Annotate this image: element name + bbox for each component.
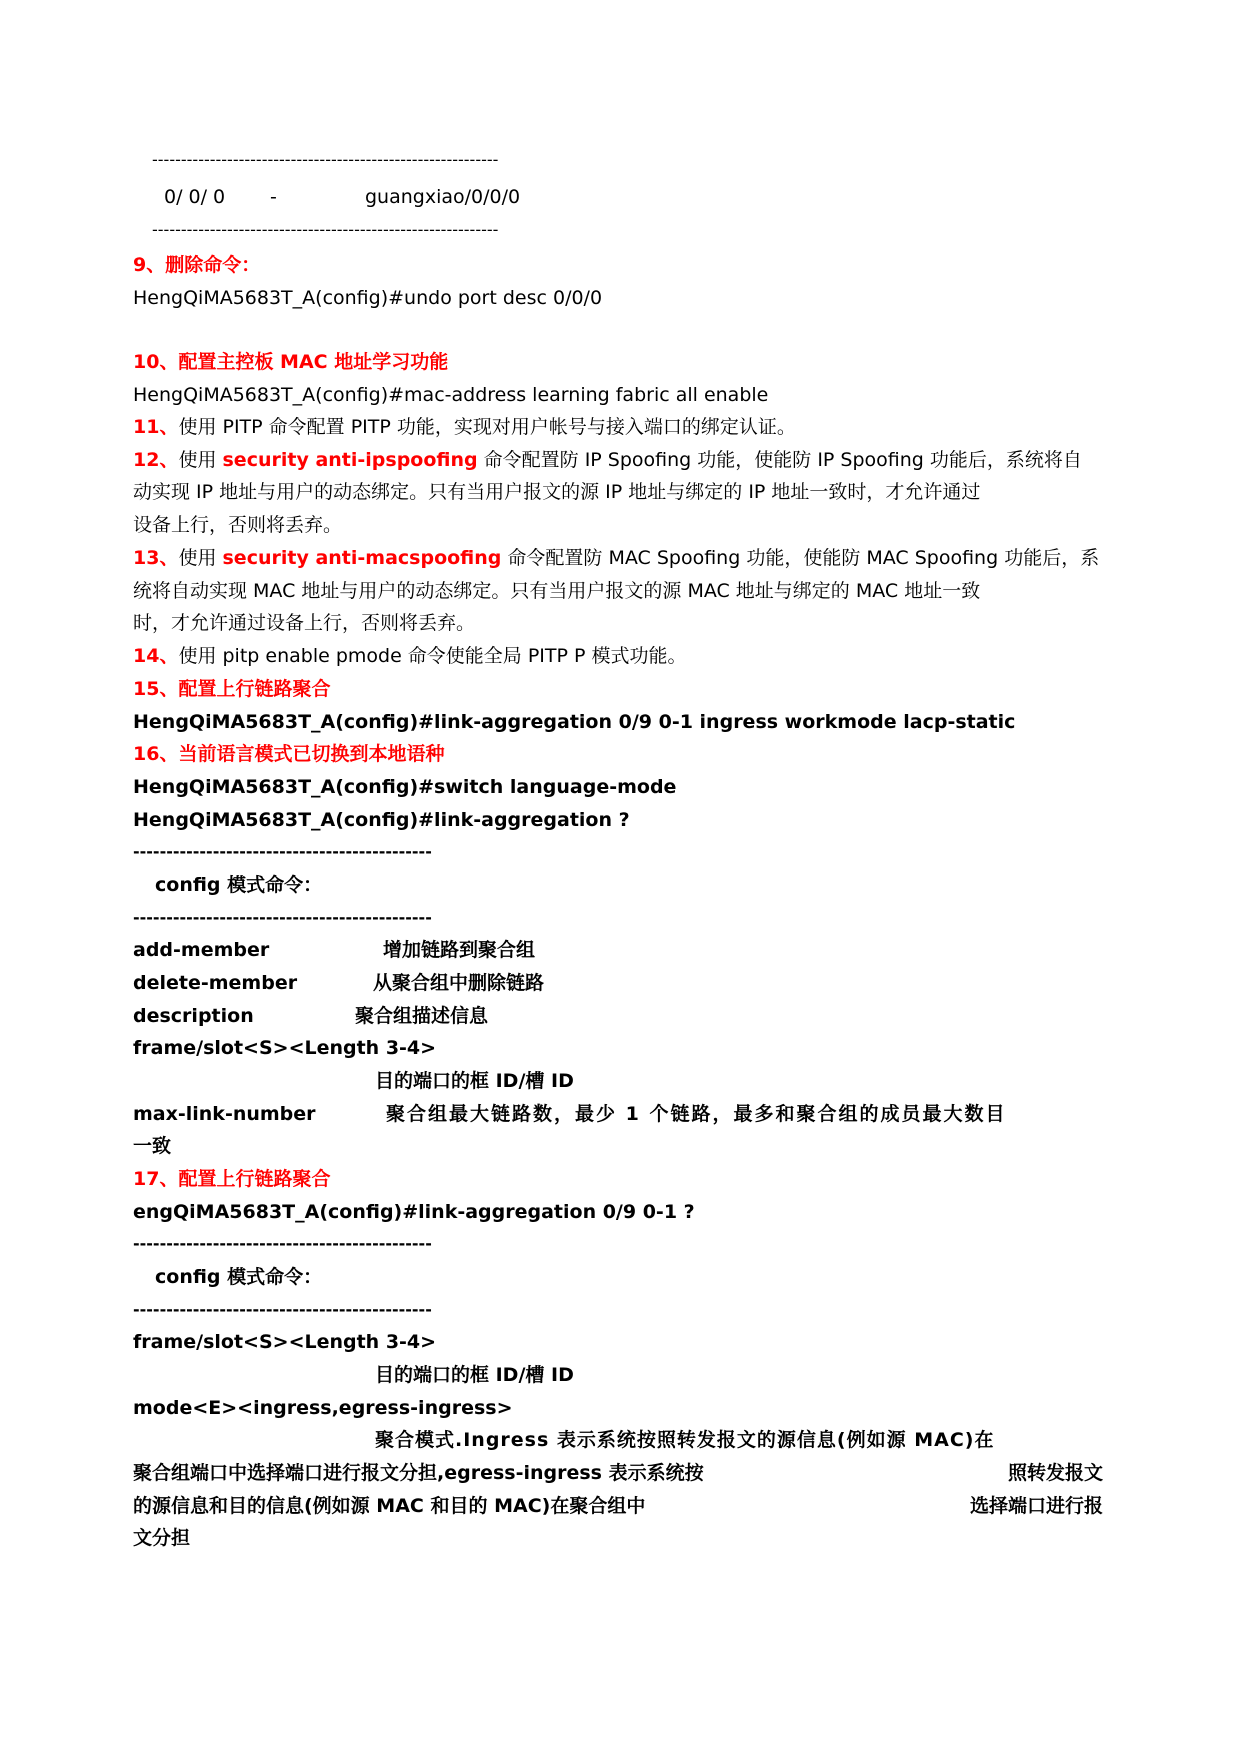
table-cell-dash: -	[270, 186, 277, 208]
section-13-post: 命令配置防 MAC Spoofing 功能，使能防 MAC Spoofing 功能后，系	[501, 547, 1100, 569]
section-17-frame-desc: 目的端口的框 ID/槽 ID	[375, 1364, 574, 1386]
table-divider-bottom: ------------------------------------------------------------	[152, 220, 499, 239]
table-cell-port: 0/ 0/ 0	[164, 186, 226, 208]
section-12-line-2: 动实现 IP 地址与用户的动态绑定。只有当用户报文的源 IP 地址与绑定的 IP 地址一致时，才允许通过	[133, 481, 981, 503]
section-16-frame-key: frame/slot<S><Length 3-4>	[133, 1037, 437, 1059]
item-desc: 聚合组描述信息	[355, 1005, 489, 1027]
item-desc: 增加链路到聚合组	[383, 939, 536, 961]
section-16-frame-desc: 目的端口的框 ID/槽 ID	[375, 1070, 574, 1092]
section-17-mode-desc-3	[133, 1494, 1103, 1518]
section-13-line-1	[133, 546, 1103, 570]
section-16-max-link-tail: 一致	[133, 1135, 172, 1157]
item-key: add-member	[133, 939, 270, 961]
section-17-frame-key: frame/slot<S><Length 3-4>	[133, 1331, 437, 1353]
table-divider-top: ------------------------------------------------------------	[152, 150, 499, 169]
section-16-divider-2: ---------------------------------------------	[133, 908, 432, 927]
mode-desc-2-right: 照转发报文	[1007, 1462, 1103, 1484]
item-key: delete-member	[133, 972, 298, 994]
section-12-post: 命令配置防 IP Spoofing 功能，使能防 IP Spoofing 功能后，系统将自	[477, 449, 1082, 471]
section-11-paragraph	[133, 415, 1103, 439]
section-13-line-2: 统将自动实现 MAC 地址与用户的动态绑定。只有当用户报文的源 MAC 地址与绑定的 MAC 地址一致	[133, 580, 981, 602]
section-14-paragraph	[133, 644, 1103, 668]
section-12-line-3: 设备上行，否则将丢弃。	[133, 514, 343, 536]
section-17-divider-2: ---------------------------------------------	[133, 1300, 432, 1319]
section-16-divider-1: ---------------------------------------------	[133, 842, 432, 861]
section-11-text: 使用 PITP 命令配置 PITP 功能，实现对用户帐号与接入端口的绑定认证。	[178, 416, 796, 438]
section-17-mode-key: mode<E><ingress,egress-ingress>	[133, 1397, 513, 1419]
section-16-item-delete-member	[133, 971, 1103, 995]
section-9-command: HengQiMA5683T_A(config)#undo port desc 0/0/0	[133, 287, 603, 309]
section-17-divider-1: ---------------------------------------------	[133, 1234, 432, 1253]
section-17-heading: 17、配置上行链路聚合	[133, 1168, 331, 1190]
item-desc: 从聚合组中删除链路	[373, 972, 545, 994]
section-16-item-add-member	[133, 938, 1103, 962]
table-cell-desc: guangxiao/0/0/0	[365, 186, 521, 208]
section-12-line-1	[133, 448, 1103, 472]
section-9-heading: 9、删除命令：	[133, 254, 261, 276]
item-desc: 聚合组最大链路数，最少 1 个链路，最多和聚合组的成员最大数目	[386, 1103, 1007, 1125]
mode-desc-3-left: 的源信息和目的信息(例如源 MAC 和目的 MAC)在聚合组中	[133, 1495, 646, 1517]
section-12-number: 12、	[133, 449, 179, 471]
section-14-text: 使用 pitp enable pmode 命令使能全局 PITP P 模式功能。	[178, 645, 687, 667]
section-17-mode-label: config 模式命令：	[155, 1266, 323, 1288]
mode-desc-3-right: 选择端口进行报	[969, 1495, 1103, 1517]
section-13-line-3: 时，才允许通过设备上行，否则将丢弃。	[133, 612, 476, 634]
section-13-command: security anti-macspoofing	[222, 547, 502, 569]
section-15-command: HengQiMA5683T_A(config)#link-aggregation 0/9 0-1 ingress workmode lacp-static	[133, 711, 1016, 733]
section-12-pre: 使用	[178, 449, 223, 471]
mode-desc-2-left: 聚合组端口中选择端口进行报文分担,egress-ingress 表示系统按	[133, 1462, 704, 1484]
section-10-heading: 10、配置主控板 MAC 地址学习功能	[133, 351, 449, 373]
section-11-number: 11、	[133, 416, 179, 438]
section-16-command-2: HengQiMA5683T_A(config)#link-aggregation ?	[133, 809, 630, 831]
section-13-number: 13、	[133, 547, 179, 569]
section-16-mode-label: config 模式命令：	[155, 874, 323, 896]
item-key: description	[133, 1005, 254, 1027]
section-16-command-1: HengQiMA5683T_A(config)#switch language-mode	[133, 776, 677, 798]
item-key: max-link-number	[133, 1103, 316, 1125]
section-17-mode-desc-4: 文分担	[133, 1527, 191, 1549]
section-16-heading: 16、当前语言模式已切换到本地语种	[133, 743, 445, 765]
section-10-command: HengQiMA5683T_A(config)#mac-address learning fabric all enable	[133, 384, 769, 406]
section-14-number: 14、	[133, 645, 179, 667]
section-17-command: engQiMA5683T_A(config)#link-aggregation 0/9 0-1 ?	[133, 1201, 695, 1223]
section-15-heading: 15、配置上行链路聚合	[133, 678, 331, 700]
section-16-item-description	[133, 1004, 1103, 1028]
section-17-mode-desc-1: 聚合模式.Ingress 表示系统按照转发报文的源信息(例如源 MAC)在	[375, 1429, 995, 1451]
section-16-max-link-number	[133, 1102, 1103, 1126]
section-12-command: security anti-ipspoofing	[222, 449, 478, 471]
section-13-pre: 使用	[178, 547, 223, 569]
section-17-mode-desc-2	[133, 1461, 1103, 1485]
